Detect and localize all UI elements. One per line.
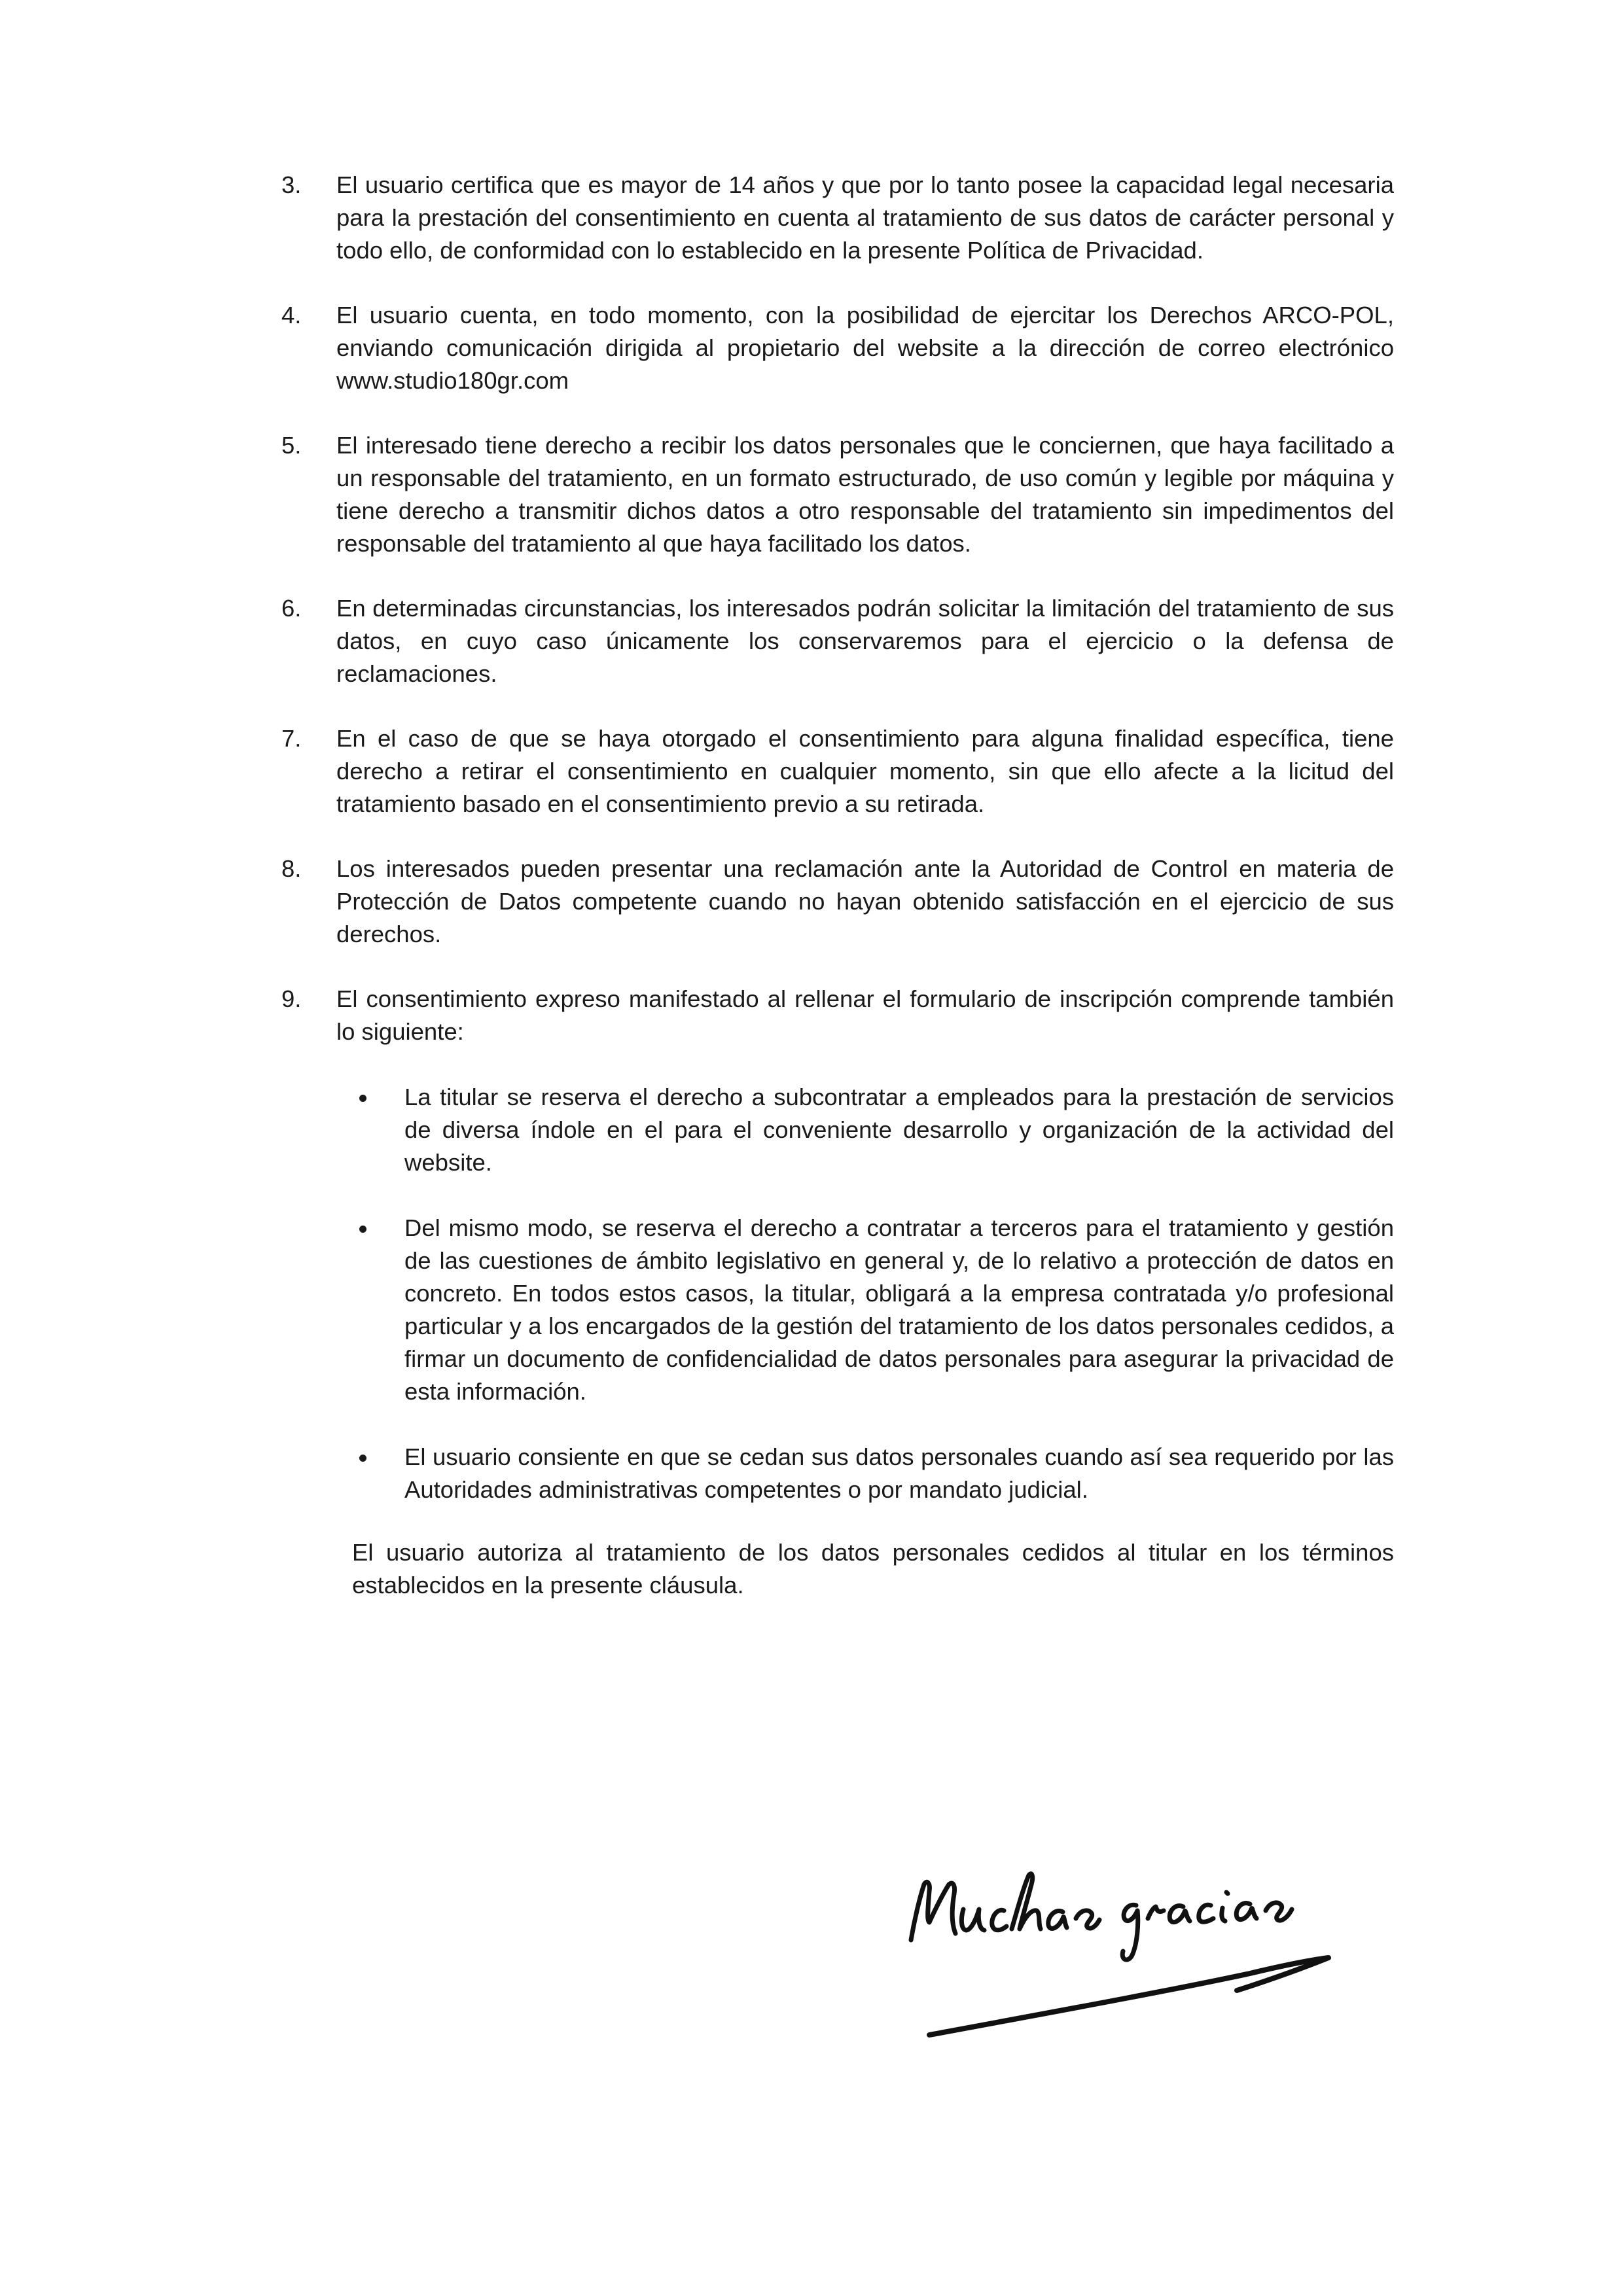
list-item-text: El usuario cuenta, en todo momento, con la posibilidad de ejercitar los Derechos ARCO-POL, enviando comunicación dirigida al propietario del website a la dirección de correo electrónico www.studio180gr.com bbox=[336, 302, 1394, 394]
list-item bbox=[281, 853, 1394, 951]
signature-strokes bbox=[911, 1874, 1329, 2035]
list-item-text: En el caso de que se haya otorgado el consentimiento para alguna finalidad específica, tiene derecho a retirar el consentimiento en cualquier momento, sin que ello afecte a la licitud del tratamiento basado en el consentimiento previo a su retirada. bbox=[336, 725, 1394, 817]
list-item-text: Los interesados pueden presentar una reclamación ante la Autoridad de Control en materia de Protección de Datos competente cuando no hayan obtenido satisfacción en el ejercicio de sus derechos. bbox=[336, 855, 1394, 947]
list-item-text: El consentimiento expreso manifestado al rellenar el formulario de inscripción comprende también lo siguiente: bbox=[336, 985, 1394, 1045]
bullet-text: La titular se reserva el derecho a subcontratar a empleados para la prestación de servicios de diversa índole en el para el conveniente desarrollo y organización de la actividad del website. bbox=[404, 1084, 1394, 1176]
list-item-number: 6. bbox=[281, 595, 302, 622]
bullet-icon bbox=[359, 1455, 366, 1462]
closing-paragraph: El usuario autoriza al tratamiento de los datos personales cedidos al titular en los términos establecidos en la presente cláusula. bbox=[352, 1539, 1394, 1598]
bullet-icon bbox=[359, 1095, 366, 1102]
list-item-number: 8. bbox=[281, 855, 302, 882]
list-item-number: 9. bbox=[281, 985, 302, 1012]
bullet-item bbox=[343, 1441, 1394, 1506]
list-item bbox=[281, 983, 1394, 1506]
list-item bbox=[281, 169, 1394, 267]
list-item bbox=[281, 592, 1394, 690]
list-item bbox=[281, 722, 1394, 821]
bullet-text: El usuario consiente en que se cedan sus datos personales cuando así sea requerido por las Autoridades administrativas competentes o por mandato judicial. bbox=[404, 1443, 1394, 1503]
list-item-text: En determinadas circunstancias, los interesados podrán solicitar la limitación del tratamiento de sus datos, en cuyo caso únicamente los conservaremos para el ejercicio o la defensa de reclamaciones. bbox=[336, 595, 1394, 687]
bullet-item bbox=[343, 1081, 1394, 1179]
bullet-item bbox=[343, 1212, 1394, 1408]
list-item-number: 5. bbox=[281, 432, 302, 459]
list-item-number: 4. bbox=[281, 302, 302, 328]
list-item-number: 3. bbox=[281, 171, 302, 198]
list-item bbox=[281, 299, 1394, 397]
list-item bbox=[281, 429, 1394, 560]
bullet-icon bbox=[359, 1226, 366, 1233]
signature-muchas-gracias bbox=[883, 1845, 1407, 2041]
list-item-text: El usuario certifica que es mayor de 14 años y que por lo tanto posee la capacidad legal necesaria para la prestación del consentimiento en cuenta al tratamiento de sus datos de carácter personal y todo ello, de conformidad con lo establecido en la presente Política de Privacidad. bbox=[336, 171, 1394, 264]
list-item-number: 7. bbox=[281, 725, 302, 752]
bullet-list bbox=[336, 1081, 1394, 1506]
list-item-text: El interesado tiene derecho a recibir los datos personales que le conciernen, que haya facilitado a un responsable del tratamiento, en un formato estructurado, de uso común y legible por máquina y tiene derecho a transmitir dichos datos a otro responsable del tratamiento sin impedimentos del responsable del tratamiento al que haya facilitado los datos. bbox=[336, 432, 1394, 557]
document-body bbox=[281, 169, 1394, 1602]
bullet-text: Del mismo modo, se reserva el derecho a contratar a terceros para el tratamiento y gestión de las cuestiones de ámbito legislativo en general y, de lo relativo a protección de datos en concreto. En todos estos casos, la titular, obligará a la empresa contratada y/o profesional particular y a los encargados de la gestión del tratamiento de los datos personales cedidos, a firmar un documento de confidencialidad de datos personales para asegurar la privacidad de esta información. bbox=[404, 1214, 1394, 1405]
